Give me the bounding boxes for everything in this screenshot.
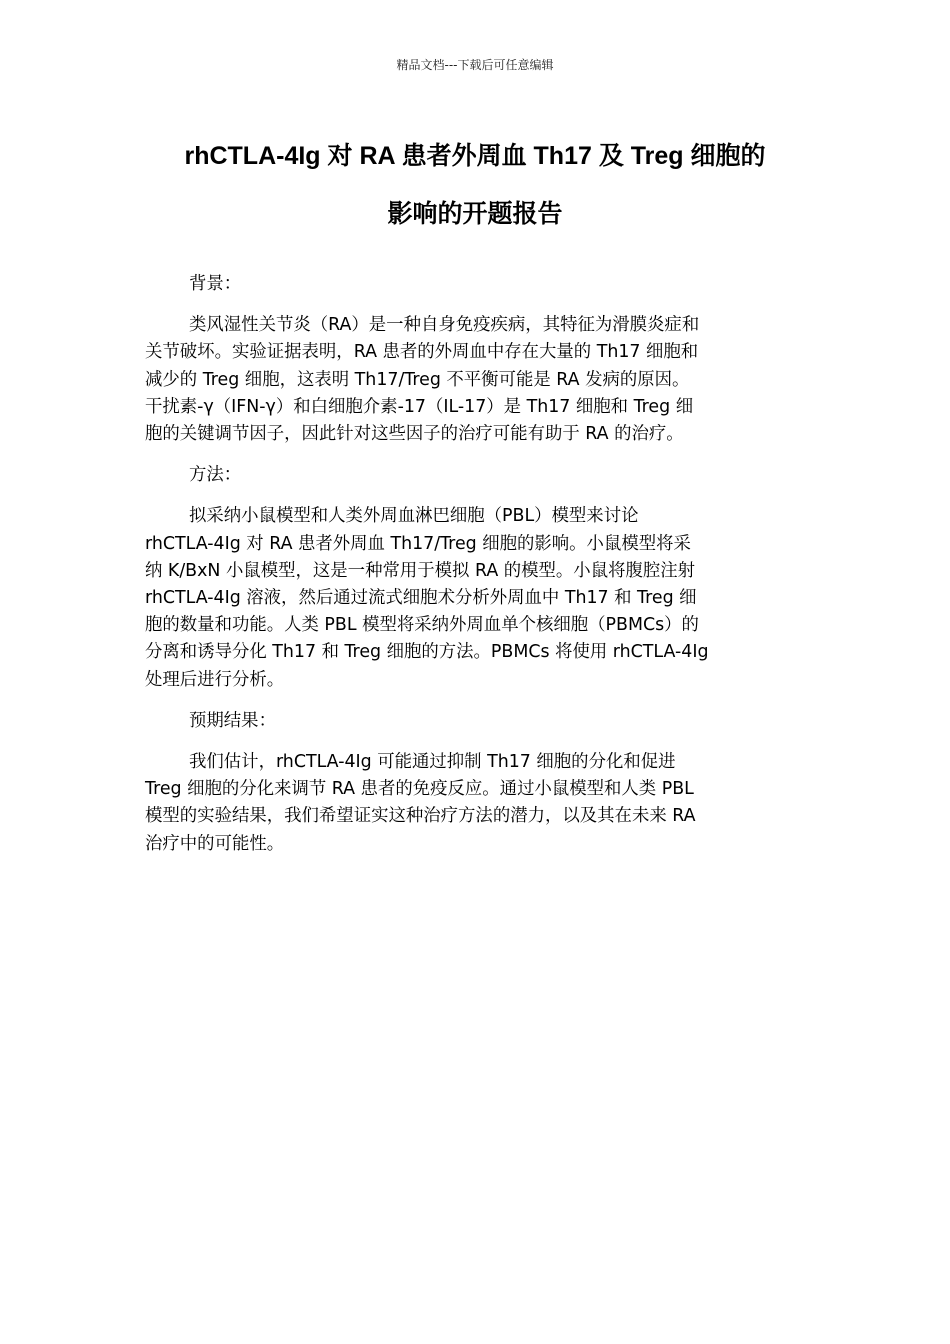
text-line: 胞的数量和功能。人类 PBL 模型将采纳外周血单个核细胞（PBMCs）的 [145, 615, 699, 636]
header-note: 精品文档---下载后可任意编辑 [396, 58, 554, 72]
title-line-2: 影响的开题报告 [387, 200, 563, 228]
expected-results-paragraph [145, 749, 810, 858]
document-title [100, 136, 850, 234]
text-line: 治疗中的可能性。 [145, 833, 285, 854]
text-line: rhCTLA-4Ig 对 RA 患者外周血 Th17/Treg 细胞的影响。小鼠模型将采 [145, 533, 691, 554]
text-line: 纳 K/BxN 小鼠模型，这是一种常用于模拟 RA 的模型。小鼠将腹腔注射 [145, 560, 696, 581]
background-paragraph [145, 312, 810, 448]
background-heading: 背景： [189, 274, 242, 294]
document-body [145, 271, 810, 872]
text-line: 胞的关键调节因子，因此针对这些因子的治疗可能有助于 RA 的治疗。 [145, 424, 684, 445]
expected-results-heading: 预期结果： [189, 710, 276, 731]
text-line: 处理后进行分析。 [145, 669, 285, 690]
text-line: 干扰素-γ（IFN-γ）和白细胞介素-17（IL-17）是 Th17 细胞和 Treg 细 [145, 396, 694, 417]
title-line-1: rhCTLA-4Ig 对 RA 患者外周血 Th17 及 Treg 细胞的 [184, 142, 766, 170]
methods-heading: 方法： [189, 465, 242, 486]
text-line: 模型的实验结果，我们希望证实这种治疗方法的潜力，以及其在未来 RA [145, 806, 696, 827]
text-line: 关节破坏。实验证据表明，RA 患者的外周血中存在大量的 Th17 细胞和 [145, 342, 699, 363]
text-line: rhCTLA-4Ig 溶液，然后通过流式细胞术分析外周血中 Th17 和 Treg 细 [145, 588, 697, 609]
text-line: 分离和诱导分化 Th17 和 Treg 细胞的方法。PBMCs 将使用 rhCTLA-4Ig [145, 642, 709, 663]
text-line: 我们估计，rhCTLA-4Ig 可能通过抑制 Th17 细胞的分化和促进 [189, 752, 676, 773]
text-line: 拟采纳小鼠模型和人类外周血淋巴细胞（PBL）模型来讨论 [189, 506, 639, 527]
text-line: Treg 细胞的分化来调节 RA 患者的免疫反应。通过小鼠模型和人类 PBL [145, 779, 694, 800]
text-line: 减少的 Treg 细胞，这表明 Th17/Treg 不平衡可能是 RA 发病的原因。 [145, 369, 690, 390]
text-line: 类风湿性关节炎（RA）是一种自身免疫疾病，其特征为滑膜炎症和 [189, 315, 700, 336]
methods-paragraph [145, 503, 810, 693]
